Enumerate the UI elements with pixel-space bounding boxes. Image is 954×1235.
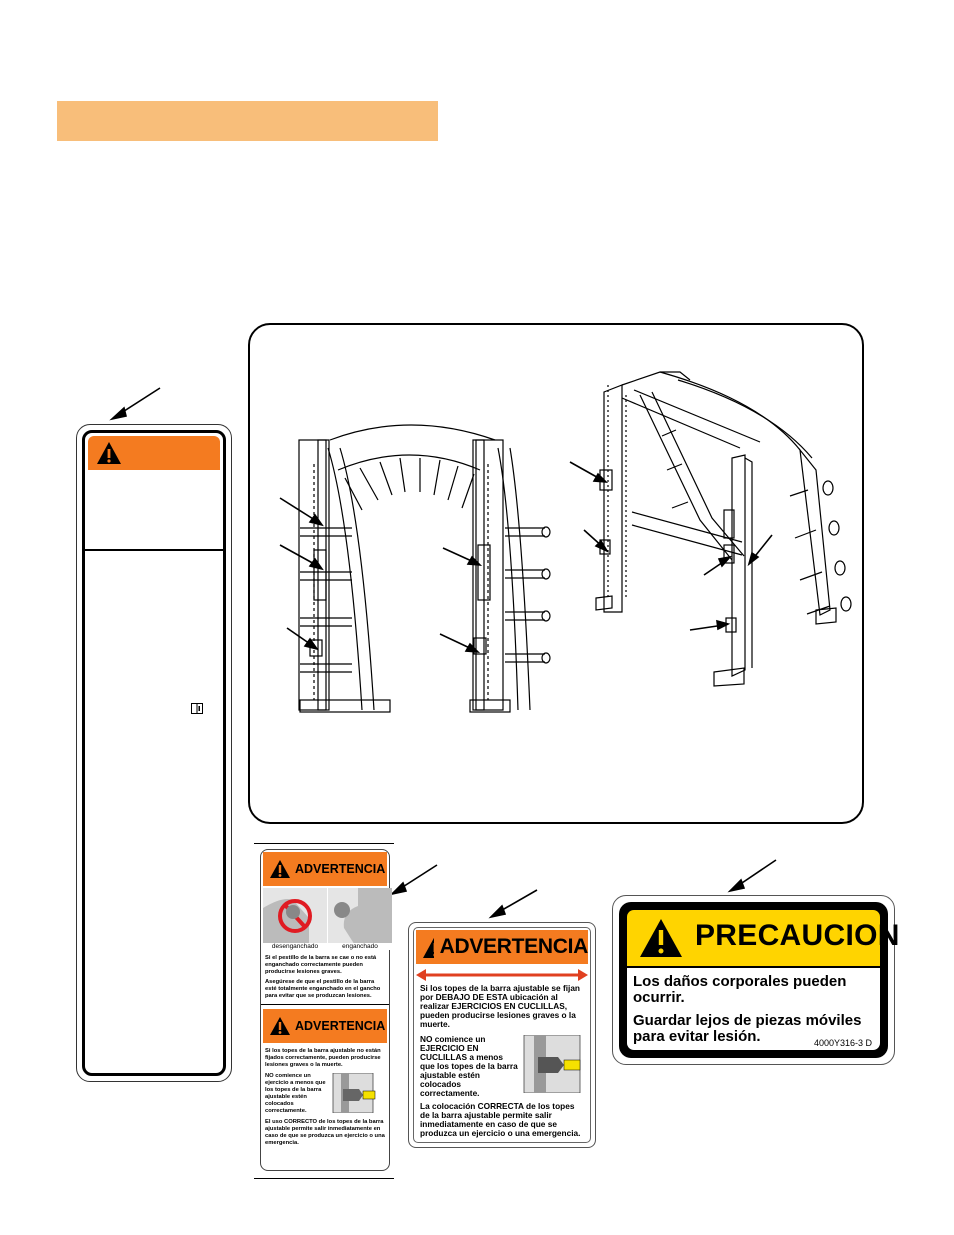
decal-c-title: PRECAUCION	[695, 919, 900, 952]
latched-illustration	[328, 888, 392, 950]
decal-c-code: 4000Y316-3 D	[813, 1038, 872, 1048]
latched-hook-icon	[328, 888, 392, 950]
manual-book-icon	[191, 703, 203, 714]
decal-a-text5: El uso CORRECTO de los topes de la barra ajustable permite salir inmediatamente en caso de que se produzca un ejercicio o una emergencia.	[265, 1119, 385, 1146]
decal-a-stop-row	[261, 1073, 389, 1115]
warning-triangle-icon	[422, 935, 434, 959]
decal-a-title-bottom: ADVERTENCIA	[295, 1019, 386, 1033]
warning-triangle-icon	[96, 441, 122, 465]
decal-a-header-bottom	[263, 1009, 387, 1043]
prohibition-icon	[263, 888, 327, 950]
decal-a-text3: Si los topes de la barra ajustable no están fijados correctamente, pueden producirse lesiones graves o la muerte.	[265, 1048, 381, 1068]
decal-b-text3: La colocación CORRECTA de los topes de la barra ajustable permite salir inmediatamente en caso de que se produzca un ejercicio o una emergencia.	[420, 1101, 581, 1138]
bar-stop-illustration	[522, 1035, 584, 1093]
decal-a-header-top	[263, 852, 387, 886]
decal-c-header	[627, 910, 900, 966]
double-arrow-icon	[414, 968, 590, 982]
perspective-view-drawing	[596, 372, 851, 686]
tall-label-header	[88, 436, 220, 470]
latched-caption: enganchado	[328, 943, 392, 950]
decal-b-text1: Si los topes de la barra ajustable se fijan por DEBAJO DE ESTA ubicación al realizar EJERCICIOS EN CUCLILLAS, pueden producirse lesiones graves o la muerte.	[420, 983, 581, 1029]
decal-b-stop-row	[414, 1035, 590, 1098]
tall-warning-label	[76, 424, 232, 1082]
bar-stop-illustration	[329, 1073, 385, 1113]
decal-a-text1: Si el pestillo de la barra se cae o no está enganchado correctamente pueden producirse lesiones graves.	[265, 955, 377, 975]
decal-a-title-top: ADVERTENCIA	[295, 862, 386, 876]
latch-illustrations	[263, 888, 387, 950]
decal-b-title: ADVERTENCIA	[439, 935, 588, 958]
decal-a-frame	[260, 849, 390, 1171]
warning-triangle-icon	[269, 859, 291, 879]
decal-b-text2: NO comience un EJERCICIO EN CUCLILLAS a menos que los topes de la barra ajustable estén colocados correctamente.	[420, 1034, 518, 1098]
decal-c-frame	[619, 902, 900, 1058]
tall-label-divider	[85, 549, 223, 551]
front-view-drawing	[299, 425, 550, 712]
decal-c-body	[627, 968, 880, 1050]
decal-a-text2: Asegúrese de que el pestillo de la barra esté totalmente enganchado en el gancho para evitar que se produzcan lesiones.	[265, 979, 381, 999]
decal-c-line1: Los daños corporales pueden ocurrir.	[633, 973, 847, 1006]
squat-warning-decal	[408, 922, 596, 1148]
decal-c-line2: Guardar lejos de piezas móviles para evitar lesión.	[633, 1012, 862, 1045]
unlatched-caption: desenganchado	[263, 943, 327, 950]
tall-label-frame	[82, 430, 226, 1076]
warning-triangle-icon	[639, 918, 683, 958]
warning-triangle-icon	[269, 1016, 291, 1036]
decal-a-text4: NO comience un ejercicio a menos que los topes de la barra ajustable estén colocados correctamente.	[265, 1073, 326, 1114]
decal-b-header	[416, 930, 588, 964]
caution-decal	[612, 895, 900, 1065]
bar-latch-warning-decal	[254, 843, 394, 1179]
unlatched-illustration	[263, 888, 328, 950]
decal-b-frame	[413, 927, 591, 1143]
